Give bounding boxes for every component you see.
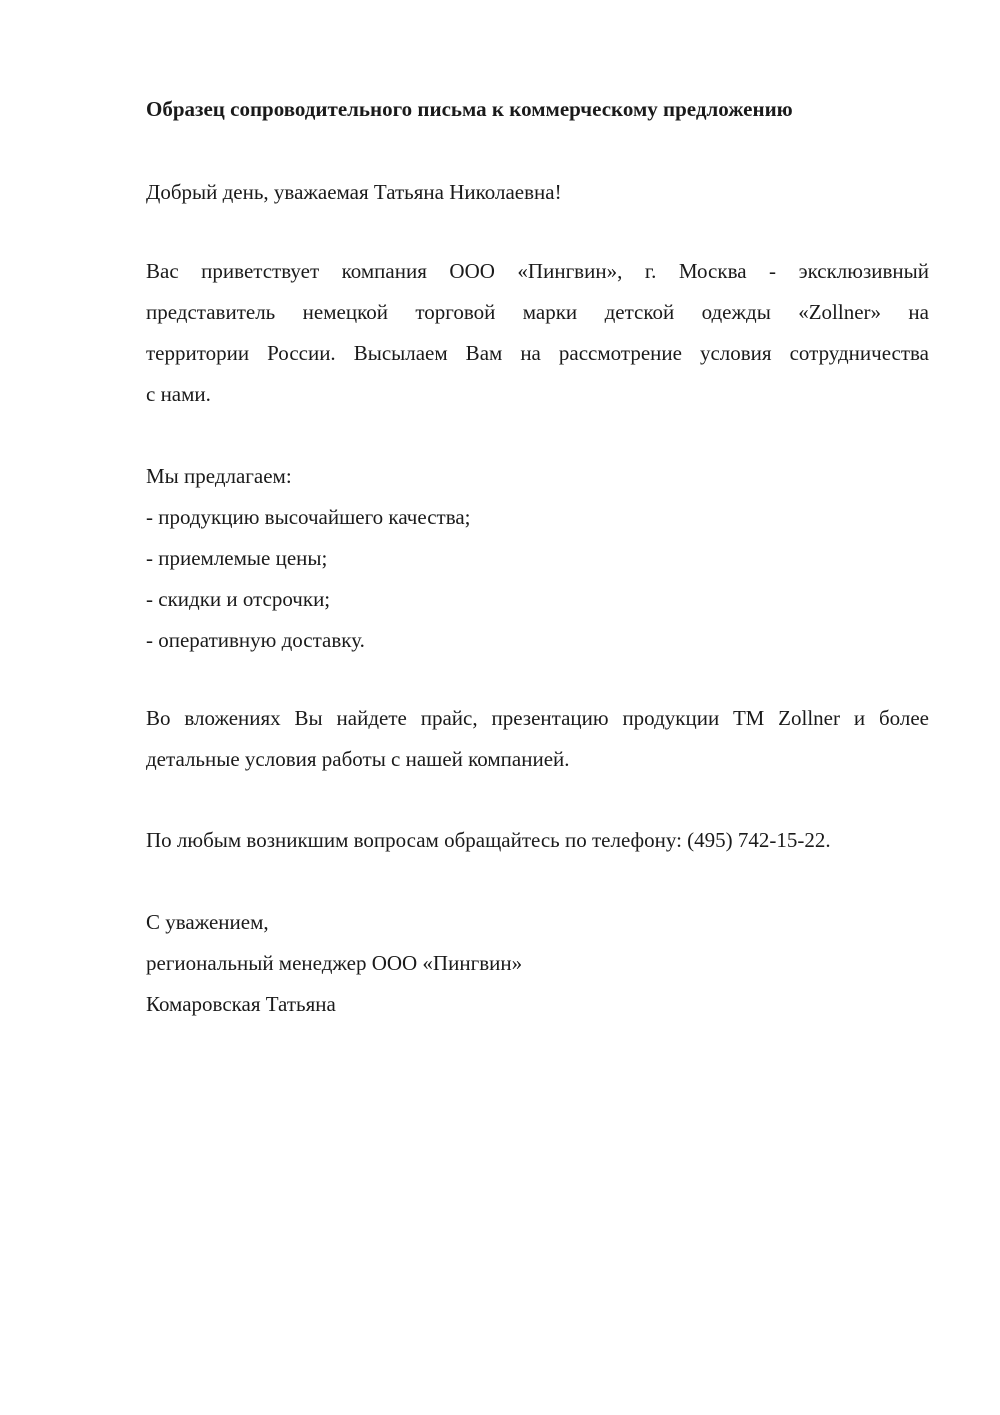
document-title: Образец сопроводительного письма к коммерческому предложению bbox=[146, 97, 793, 121]
intro-line: территории России. Высылаем Вам на рассмотрение условия сотрудничества bbox=[146, 341, 929, 365]
signature-position: региональный менеджер ООО «Пингвин» bbox=[146, 951, 523, 975]
offer-item: - оперативную доставку. bbox=[146, 628, 365, 652]
attachments-line: Во вложениях Вы найдете прайс, презентацию продукции ТМ Zollner и более bbox=[146, 706, 929, 730]
intro-line: с нами. bbox=[146, 382, 211, 406]
attachments-paragraph bbox=[146, 698, 929, 780]
contact-line: По любым возникшим вопросам обращайтесь по телефону: (495) 742-15-22. bbox=[146, 828, 831, 852]
intro-line: представитель немецкой торговой марки детской одежды «Zollner» на bbox=[146, 300, 929, 324]
offer-heading: Мы предлагаем: bbox=[146, 464, 292, 488]
attachments-line: детальные условия работы с нашей компанией. bbox=[146, 747, 570, 771]
intro-line: Вас приветствует компания ООО «Пингвин», г. Москва - эксклюзивный bbox=[146, 259, 929, 283]
signature-closing: С уважением, bbox=[146, 910, 269, 934]
intro-paragraph bbox=[146, 251, 929, 415]
offer-item: - скидки и отсрочки; bbox=[146, 587, 331, 611]
greeting: Добрый день, уважаемая Татьяна Николаевна! bbox=[146, 180, 562, 204]
offer-item: - приемлемые цены; bbox=[146, 546, 328, 570]
signature-name: Комаровская Татьяна bbox=[146, 992, 336, 1016]
offer-item: - продукцию высочайшего качества; bbox=[146, 505, 471, 529]
